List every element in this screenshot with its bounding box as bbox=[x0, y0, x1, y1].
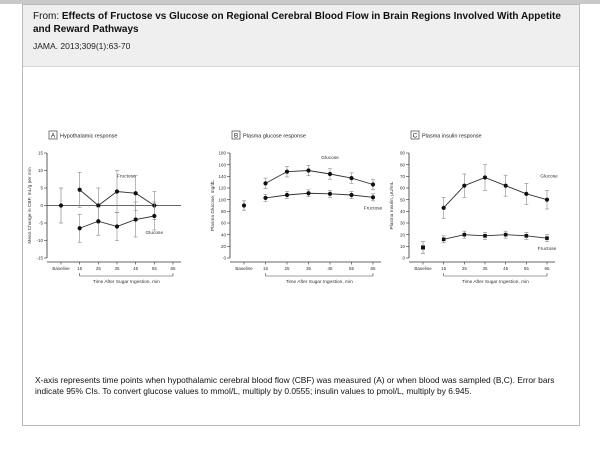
x-tick-label: 65 bbox=[544, 266, 550, 271]
x-tick-label: 35 bbox=[482, 266, 488, 271]
article-title: Effects of Fructose vs Glucose on Regional Cerebral Blood Flow in Brain Regions Involved With Appetite and Reward Pathways bbox=[33, 11, 561, 35]
data-point bbox=[115, 224, 119, 228]
y-tick-label: 0 bbox=[40, 203, 43, 209]
data-point bbox=[263, 196, 267, 200]
series-line-fructose bbox=[444, 235, 547, 240]
y-tick-label: 30 bbox=[399, 220, 405, 226]
data-point bbox=[328, 192, 332, 196]
y-tick-label: 80 bbox=[399, 162, 405, 168]
y-tick-label: 10 bbox=[399, 243, 405, 249]
y-tick-label: 60 bbox=[399, 185, 405, 191]
x-axis-label: Time After Sugar Ingestion, min bbox=[285, 280, 353, 285]
baseline-point bbox=[242, 203, 246, 207]
panel-letter: C bbox=[412, 132, 418, 140]
data-point bbox=[462, 184, 466, 188]
y-tick-label: 100 bbox=[218, 197, 226, 203]
x-bracket bbox=[266, 273, 374, 276]
data-point bbox=[504, 233, 508, 237]
x-tick-label: 45 bbox=[133, 266, 139, 271]
panel-letter: B bbox=[233, 132, 239, 140]
y-tick-label: 10 bbox=[37, 168, 43, 174]
x-tick-label: Baseline bbox=[235, 266, 253, 271]
y-tick-label: 120 bbox=[218, 185, 226, 191]
y-tick-label: 20 bbox=[399, 232, 405, 238]
panel-C bbox=[389, 131, 558, 285]
y-tick-label: -5 bbox=[38, 220, 43, 226]
panel-title: Plasma insulin response bbox=[422, 133, 482, 140]
series-line-glucose bbox=[266, 171, 374, 185]
data-point bbox=[285, 193, 289, 197]
y-tick-label: 180 bbox=[218, 150, 226, 156]
y-tick-label: 40 bbox=[220, 232, 226, 238]
series-label-fructose: Fructose bbox=[117, 174, 136, 180]
x-tick-label: 25 bbox=[284, 266, 290, 271]
data-point bbox=[504, 184, 508, 188]
y-tick-label: 70 bbox=[399, 173, 405, 179]
data-point bbox=[349, 176, 353, 180]
panel-title: Plasma glucose response bbox=[243, 133, 306, 140]
y-tick-label: -10 bbox=[36, 238, 43, 244]
data-point bbox=[463, 233, 467, 237]
y-tick-label: 20 bbox=[220, 243, 226, 249]
figure-caption: X-axis represents time points when hypothalamic cerebral blood flow (CBF) was measured (A) or when blood was sampled (B,C). Error bars indicate 95% CIs. To convert glucose values to mmol/L, multiply by 0.0555; insulin values to pmol/L, multiply by 6.945. bbox=[35, 375, 555, 396]
y-tick-label: 15 bbox=[37, 150, 43, 156]
baseline-point bbox=[421, 246, 425, 250]
citation: JAMA. 2013;309(1):63-70 bbox=[33, 41, 131, 51]
y-axis-label: Mean Change in CBF, mL/g per min bbox=[28, 167, 33, 244]
x-tick-label: 25 bbox=[461, 266, 467, 271]
x-tick-label: 15 bbox=[77, 266, 83, 271]
y-tick-label: 60 bbox=[220, 220, 226, 226]
data-point bbox=[78, 226, 82, 230]
x-tick-label: 65 bbox=[370, 266, 376, 271]
data-point bbox=[306, 191, 310, 195]
series-label-glucose: Glucose bbox=[145, 231, 164, 236]
data-point bbox=[263, 181, 267, 185]
series-line-glucose bbox=[444, 178, 547, 208]
series-line-fructose bbox=[266, 193, 374, 198]
x-tick-label: 55 bbox=[151, 266, 157, 271]
x-tick-label: 65 bbox=[170, 266, 176, 271]
y-axis-label: Plasma Glucose, mg/dL bbox=[211, 180, 216, 231]
data-point bbox=[78, 188, 82, 192]
data-point bbox=[545, 236, 549, 240]
panel-B bbox=[210, 131, 383, 285]
figure-panels bbox=[28, 131, 569, 309]
x-axis-label: Time After Sugar Ingestion, min bbox=[461, 280, 529, 285]
x-tick-label: 45 bbox=[503, 266, 509, 271]
y-tick-label: 160 bbox=[218, 162, 226, 168]
x-tick-label: 55 bbox=[348, 266, 355, 271]
data-point bbox=[134, 217, 138, 221]
y-tick-label: 80 bbox=[220, 208, 226, 214]
y-tick-label: 0 bbox=[402, 255, 405, 261]
y-tick-label: 140 bbox=[218, 173, 226, 179]
x-tick-label: 55 bbox=[523, 266, 529, 271]
data-point bbox=[525, 234, 529, 238]
y-tick-label: -15 bbox=[36, 255, 43, 261]
data-point bbox=[483, 234, 487, 238]
data-point bbox=[115, 189, 119, 193]
baseline-point bbox=[59, 203, 63, 207]
data-point bbox=[285, 170, 289, 174]
data-point bbox=[306, 168, 310, 172]
series-label-fructose: Fructose bbox=[363, 206, 383, 212]
x-tick-label: 15 bbox=[441, 266, 447, 271]
figure-card bbox=[22, 4, 580, 426]
data-point bbox=[483, 175, 487, 179]
series-label-fructose: Fructose bbox=[537, 247, 557, 253]
data-point bbox=[96, 219, 100, 223]
y-tick-label: 40 bbox=[399, 208, 405, 214]
data-point bbox=[134, 191, 138, 195]
y-tick-label: 0 bbox=[223, 255, 226, 261]
figure-title bbox=[33, 11, 569, 36]
panel-title: Hypothalamic response bbox=[60, 133, 118, 140]
data-point bbox=[442, 206, 446, 210]
y-tick-label: 50 bbox=[399, 197, 405, 203]
from-label: From: bbox=[33, 11, 60, 22]
data-point bbox=[371, 195, 375, 199]
x-tick-label: 15 bbox=[262, 266, 269, 271]
data-point bbox=[349, 193, 353, 197]
x-bracket bbox=[80, 273, 173, 276]
data-point bbox=[371, 182, 375, 186]
series-label-glucose: Glucose bbox=[321, 156, 339, 161]
x-tick-label: 35 bbox=[114, 266, 120, 271]
data-point bbox=[152, 214, 156, 218]
x-axis-label: Time After Sugar Ingestion, min bbox=[92, 280, 160, 285]
x-tick-label: Baseline bbox=[52, 266, 70, 271]
x-tick-label: 25 bbox=[95, 266, 101, 271]
panel-letter: A bbox=[50, 132, 56, 140]
series-label-glucose: Glucose bbox=[540, 174, 558, 180]
data-point bbox=[328, 172, 332, 176]
data-point bbox=[524, 192, 528, 196]
y-axis-label: Plasma Insulin, µU/mL bbox=[390, 181, 395, 230]
x-tick-label: 45 bbox=[327, 266, 333, 271]
x-tick-label: 35 bbox=[305, 266, 312, 271]
y-tick-label: 5 bbox=[40, 185, 43, 191]
panel-A bbox=[27, 131, 181, 285]
y-tick-label: 90 bbox=[399, 150, 405, 156]
data-point bbox=[545, 198, 549, 202]
data-point bbox=[442, 238, 446, 242]
x-bracket bbox=[444, 273, 547, 276]
figure-header bbox=[23, 5, 579, 67]
x-tick-label: Baseline bbox=[414, 266, 432, 271]
